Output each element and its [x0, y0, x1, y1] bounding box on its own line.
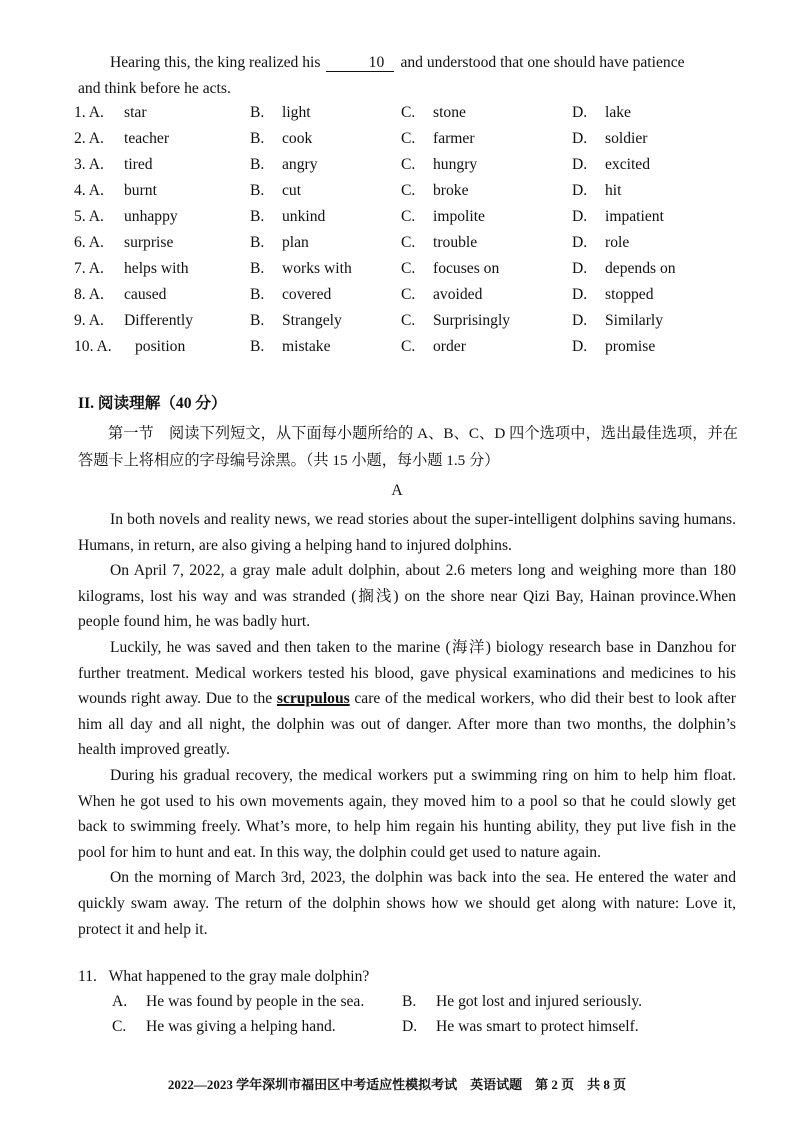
- underlined-word: scrupulous: [276, 690, 350, 708]
- paragraph-4: During his gradual recovery, the medical workers put a swimming ring on him to help him float. When he got used to his own movements again, they moved him to a pool so that he could slowly get back to swimming freely. What’s more, to help him regain his hunting ability, they put live fish in the pool for him to hunt and eat. In this way, the dolphin could get used to nature again.: [78, 766, 736, 861]
- option-b-letter[interactable]: B.: [250, 182, 265, 199]
- option-a-text[interactable]: teacher: [124, 130, 170, 147]
- option-b-letter[interactable]: B.: [250, 104, 265, 121]
- option-c-text[interactable]: farmer: [433, 130, 475, 147]
- option-c-text[interactable]: focuses on: [433, 260, 500, 277]
- option-d-letter[interactable]: D.: [402, 1018, 418, 1035]
- option-row-8: [74, 286, 754, 312]
- option-d-text[interactable]: lake: [605, 104, 631, 121]
- option-row-4: [74, 182, 754, 208]
- option-d-text[interactable]: promise: [605, 338, 656, 355]
- cloze-options: [74, 104, 754, 364]
- option-c-letter[interactable]: C.: [401, 260, 416, 277]
- option-b-text[interactable]: Strangely: [282, 312, 342, 329]
- option-row-5: [74, 208, 754, 234]
- cloze-line-2: and think before he acts.: [78, 80, 231, 97]
- option-c-letter[interactable]: C.: [401, 130, 416, 147]
- option-d-text[interactable]: role: [605, 234, 630, 251]
- passage-a: [78, 507, 736, 942]
- option-d-text[interactable]: He was smart to protect himself.: [436, 1018, 639, 1035]
- question-number: 9. A.: [74, 312, 104, 329]
- paragraph-2: On April 7, 2022, a gray male adult dolphin, about 2.6 meters long and weighing more than 180 kilograms, lost his way and was stranded (搁浅) on the shore near Qizi Bay, Hainan province.When people found him, he was badly hurt.: [78, 562, 736, 631]
- option-b-text[interactable]: works with: [282, 260, 352, 277]
- option-a-text[interactable]: unhappy: [124, 208, 178, 225]
- option-row: [112, 993, 712, 1018]
- question-number: 7. A.: [74, 260, 104, 277]
- option-d-letter[interactable]: D.: [572, 182, 588, 199]
- option-b-letter[interactable]: B.: [250, 260, 265, 277]
- question-number: 10. A.: [74, 338, 112, 355]
- option-d-text[interactable]: stopped: [605, 286, 654, 303]
- option-a-text[interactable]: star: [124, 104, 147, 121]
- option-b-letter[interactable]: B.: [250, 130, 265, 147]
- option-d-letter[interactable]: D.: [572, 104, 588, 121]
- option-a-text[interactable]: burnt: [124, 182, 157, 199]
- option-d-text[interactable]: impatient: [605, 208, 664, 225]
- question-11: [78, 968, 369, 986]
- option-row-9: [74, 312, 754, 338]
- option-d-text[interactable]: depends on: [605, 260, 676, 277]
- option-c-text[interactable]: Surprisingly: [433, 312, 511, 329]
- question-number: 8. A.: [74, 286, 104, 303]
- option-c-text[interactable]: He was giving a helping hand.: [146, 1018, 336, 1035]
- option-b-letter[interactable]: B.: [250, 338, 265, 355]
- option-d-letter[interactable]: D.: [572, 130, 588, 147]
- option-c-text[interactable]: broke: [433, 182, 469, 199]
- question-number: 5. A.: [74, 208, 104, 225]
- option-a-text[interactable]: surprise: [124, 234, 174, 251]
- option-a-text[interactable]: tired: [124, 156, 153, 173]
- section-instruction: 第一节 阅读下列短文，从下面每小题所给的 A、B、C、D 四个选项中，选出最佳选项，并在答题卡上将相应的字母编号涂黑。（共 15 小题，每小题 1.5 分）: [78, 425, 738, 469]
- option-d-text[interactable]: Similarly: [605, 312, 664, 329]
- option-b-letter[interactable]: B.: [250, 286, 265, 303]
- option-row: [112, 1018, 712, 1043]
- option-d-text[interactable]: soldier: [605, 130, 648, 147]
- section-title: II. 阅读理解（40 分）: [78, 395, 227, 412]
- option-c-letter[interactable]: C.: [401, 156, 416, 173]
- option-b-text[interactable]: covered: [282, 286, 332, 303]
- paragraph-5: On the morning of March 3rd, 2023, the dolphin was back into the sea. He entered the water and quickly swam away. The return of the dolphin shows how we should get along with nature: Love it, protect it and help it.: [78, 869, 736, 938]
- option-row-3: [74, 156, 754, 182]
- paragraph-1: In both novels and reality news, we read stories about the super-intelligent dolphins saving humans. Humans, in return, are also giving a helping hand to injured dolphins.: [78, 511, 736, 554]
- option-c-letter[interactable]: C.: [401, 104, 416, 121]
- option-b-letter[interactable]: B.: [250, 156, 265, 173]
- option-d-letter[interactable]: D.: [572, 156, 588, 173]
- option-c-text[interactable]: avoided: [433, 286, 483, 303]
- option-a-text[interactable]: caused: [124, 286, 167, 303]
- option-c-text[interactable]: hungry: [433, 156, 478, 173]
- question-number: 11.: [78, 968, 97, 985]
- option-a-text[interactable]: position: [135, 338, 186, 355]
- option-d-letter[interactable]: D.: [572, 208, 588, 225]
- cloze-text-after: and understood that one should have patience: [400, 54, 685, 71]
- option-d-text[interactable]: hit: [605, 182, 622, 199]
- paragraph-3-before: Luckily, he was saved and then taken to the marine (海洋) biology research base in Danzhou for further treatment. Medical workers tested his blood, gave physical examinations and medicines to his wounds right away. Due to the: [78, 638, 736, 708]
- cloze-line-1: [78, 50, 743, 76]
- option-d-text[interactable]: excited: [605, 156, 651, 173]
- option-d-letter[interactable]: D.: [572, 260, 588, 277]
- option-b-text[interactable]: He got lost and injured seriously.: [436, 993, 643, 1010]
- option-b-text[interactable]: mistake: [282, 338, 331, 355]
- option-c-letter[interactable]: C.: [401, 234, 416, 251]
- page-footer: 2022—2023 学年深圳市福田区中考适应性模拟考试 英语试题 第 2 页 共 8 页: [167, 1077, 627, 1092]
- option-b-text[interactable]: plan: [282, 234, 309, 251]
- option-b-letter[interactable]: B.: [250, 208, 265, 225]
- option-a-text[interactable]: He was found by people in the sea.: [146, 993, 365, 1010]
- option-c-letter[interactable]: C.: [112, 1018, 127, 1035]
- option-c-text[interactable]: order: [433, 338, 466, 355]
- option-a-text[interactable]: Differently: [124, 312, 193, 329]
- question-number: 6. A.: [74, 234, 104, 251]
- option-b-text[interactable]: light: [282, 104, 311, 121]
- option-c-letter[interactable]: C.: [401, 286, 416, 303]
- passage-title: A: [391, 482, 403, 499]
- option-c-text[interactable]: stone: [433, 104, 466, 121]
- option-b-text[interactable]: unkind: [282, 208, 326, 225]
- option-c-letter[interactable]: C.: [401, 182, 416, 199]
- option-c-letter[interactable]: C.: [401, 312, 416, 329]
- paragraph-3: [78, 635, 736, 763]
- option-b-text[interactable]: cook: [282, 130, 313, 147]
- option-b-letter[interactable]: B.: [250, 312, 265, 329]
- option-row-6: [74, 234, 754, 260]
- cloze-text-before: Hearing this, the king realized his: [110, 54, 321, 71]
- option-b-text[interactable]: cut: [282, 182, 302, 199]
- question-text: What happened to the gray male dolphin?: [108, 968, 370, 985]
- option-row-2: [74, 130, 754, 156]
- option-d-letter[interactable]: D.: [572, 234, 588, 251]
- option-row-1: [74, 104, 754, 130]
- option-c-text[interactable]: impolite: [433, 208, 485, 225]
- option-d-letter[interactable]: D.: [572, 312, 588, 329]
- option-row-7: [74, 260, 754, 286]
- cloze-ending: [78, 50, 743, 102]
- option-c-text[interactable]: trouble: [433, 234, 478, 251]
- question-11-options: [112, 993, 712, 1043]
- cloze-blank-10: 10: [326, 54, 394, 72]
- option-c-letter[interactable]: C.: [401, 338, 416, 355]
- question-number: 2. A.: [74, 130, 104, 147]
- option-d-letter[interactable]: D.: [572, 338, 588, 355]
- option-a-text[interactable]: helps with: [124, 260, 189, 277]
- paragraph-3-after: care of the medical workers, who did their best to look after him all day and all night, the dolphin was out of danger. After more than two months, the dolphin’s health improved greatly.: [78, 690, 736, 759]
- option-row-10: [74, 338, 754, 364]
- option-a-letter[interactable]: A.: [112, 993, 128, 1010]
- option-b-letter[interactable]: B.: [402, 993, 417, 1010]
- option-d-letter[interactable]: D.: [572, 286, 588, 303]
- question-number: 1. A.: [74, 104, 104, 121]
- question-number: 4. A.: [74, 182, 104, 199]
- option-b-text[interactable]: angry: [282, 156, 318, 173]
- option-c-letter[interactable]: C.: [401, 208, 416, 225]
- option-b-letter[interactable]: B.: [250, 234, 265, 251]
- question-number: 3. A.: [74, 156, 104, 173]
